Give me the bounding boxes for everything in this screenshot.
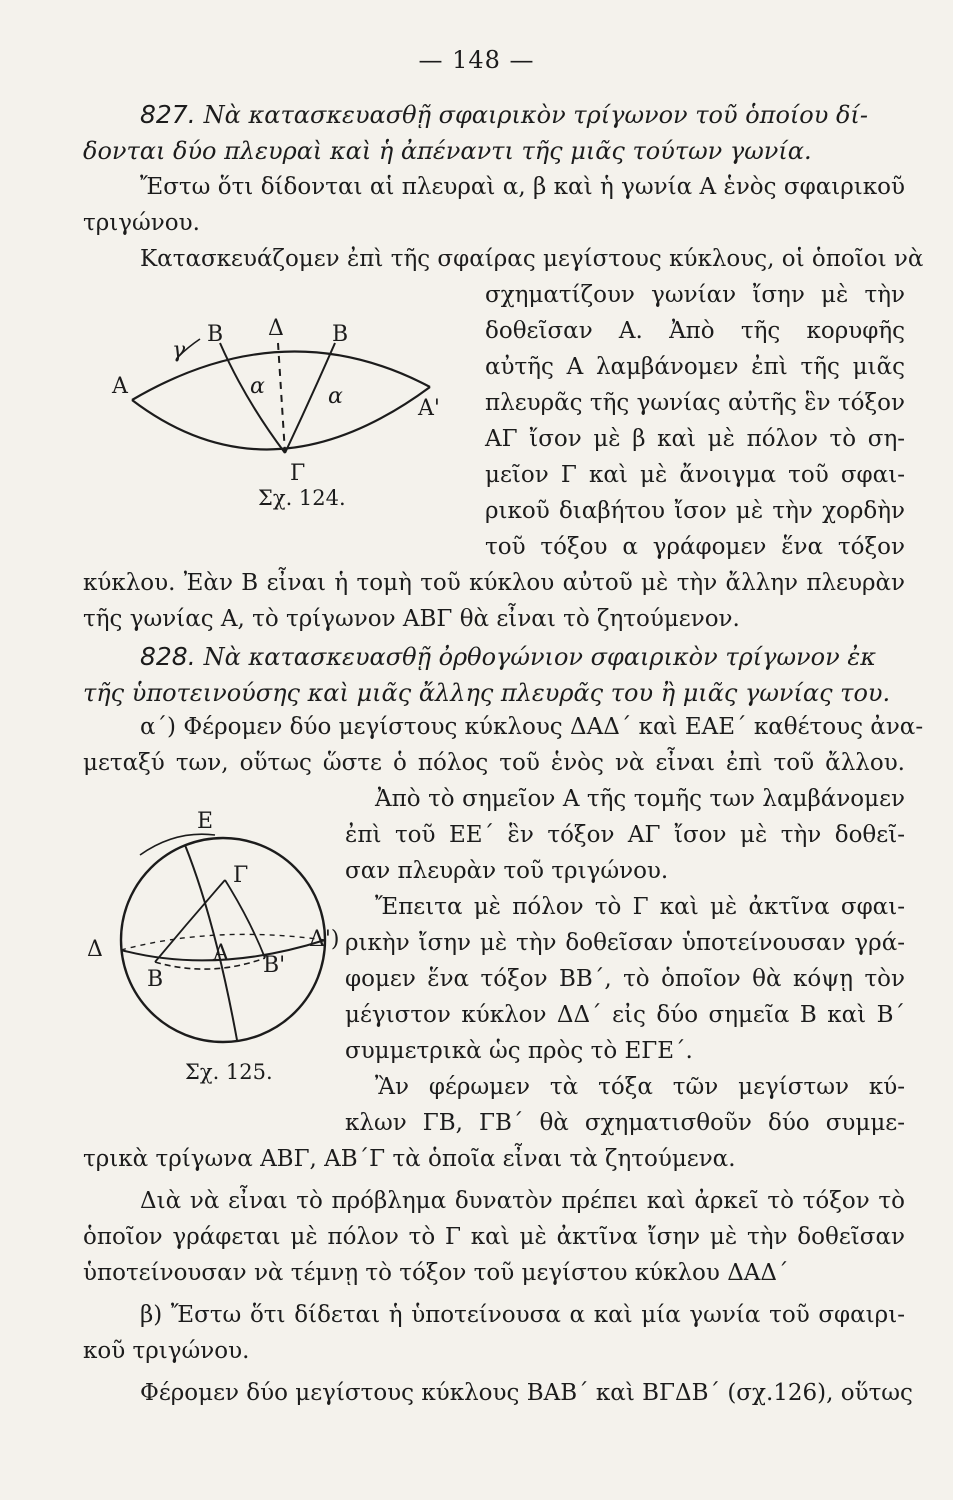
sphere-outline <box>121 838 325 1042</box>
body-827-line-6: αὐτῆς Α λαμβάνομεν ἐπὶ τῆς μιᾶς <box>485 354 905 380</box>
body-828-line-5: σαν πλευρὰν τοῦ τριγώνου. <box>345 858 669 884</box>
body-828-line-10: συμμετρικὰ ὡς πρὸς τὸ ΕΓΕ΄. <box>345 1038 693 1064</box>
body-828-line-14: Διὰ νὰ εἶναι τὸ πρόβλημα δυνατὸν πρέπει καὶ ἀρκεῖ τὸ τόξον τὸ <box>140 1188 905 1214</box>
fig125-label-D-prime: Δ') <box>309 927 340 952</box>
fig124-label-B-right: B <box>332 322 349 347</box>
body-827-line-1: Ἔστω ὅτι δίδονται αἱ πλευραὶ α, β καὶ ἡ γωνία Α ἑνὸς σφαιρικοῦ <box>140 174 905 200</box>
body-828-line-18: κοῦ τριγώνου. <box>83 1338 250 1364</box>
body-827-line-7: πλευρᾶς τῆς γωνίας αὐτῆς ἓν τόξον <box>485 390 905 416</box>
heading-828-text-1: Νὰ κατασκευασθῇ ὀρθογώνιον σφαιρικὸν τρίγωνον ἐκ <box>203 643 876 671</box>
body-828-line-19: Φέρομεν δύο μεγίστους κύκλους ΒΑΒ΄ καὶ ΒΓΔΒ΄ (σχ.126), οὕτως <box>140 1380 913 1406</box>
figure-124 <box>100 305 460 485</box>
heading-827-line-2: δονται δύο πλευραὶ καὶ ἡ ἀπέναντι τῆς μιᾶς τούτων γωνία. <box>83 137 812 165</box>
heading-828-line-2: τῆς ὑποτεινούσης καὶ μιᾶς ἄλλης πλευρᾶς του ἢ μιᾶς γωνίας του. <box>83 679 891 707</box>
fig124-label-B-left: B <box>207 322 224 347</box>
arc-GB-prime <box>225 880 265 958</box>
fig124-label-g: γ <box>172 338 186 363</box>
body-827-line-10: ρικοῦ διαβήτου ἴσον μὲ τὴν χορδὴν <box>485 498 905 524</box>
heading-827-line-1 <box>140 100 868 130</box>
fig125-label-B: B <box>147 967 164 992</box>
body-827-line-11: τοῦ τόξου α γράφομεν ἕνα τόξον <box>485 534 905 560</box>
altitude-dashed <box>278 343 285 453</box>
body-827-line-8: ΑΓ ἴσον μὲ β καὶ μὲ πόλον τὸ ση- <box>485 426 905 452</box>
problem-number-828: 828. <box>140 642 196 671</box>
figure-124-caption: Σχ. 124. <box>258 486 346 510</box>
body-828-line-9: μέγιστον κύκλον ΔΔ΄ εἰς δύο σημεῖα Β καὶ Β΄ <box>345 1002 905 1028</box>
body-827-line-9: μεῖον Γ καὶ μὲ ἄνοιγμα τοῦ σφαι- <box>485 462 905 488</box>
figure-125-caption: Σχ. 125. <box>185 1060 273 1084</box>
body-827-line-2: τριγώνου. <box>83 210 200 236</box>
fig124-label-D: Δ <box>268 316 284 341</box>
body-828-line-16: ὑποτείνουσαν νὰ τέμνῃ τὸ τόξον τοῦ μεγίστου κύκλου ΔΑΔ΄ <box>83 1260 789 1286</box>
fig124-label-G: Γ <box>290 461 306 486</box>
page-number: — 148 — <box>418 46 535 74</box>
body-827-line-3: Κατασκευάζομεν ἐπὶ τῆς σφαίρας μεγίστους κύκλους, οἱ ὁποῖοι νὰ <box>140 246 924 272</box>
fig125-label-E: E <box>197 809 214 834</box>
body-828-line-3: Ἀπὸ τὸ σημεῖον Α τῆς τομῆς των λαμβάνομεν <box>375 786 905 812</box>
body-827-line-5: δοθεῖσαν Α. Ἀπὸ τῆς κορυφῆς <box>485 318 905 344</box>
body-827-line-13: τῆς γωνίας Α, τὸ τρίγωνον ΑΒΓ θὰ εἶναι τὸ ζητούμενον. <box>83 606 740 632</box>
problem-number-827: 827. <box>140 100 196 129</box>
body-828-line-6: Ἔπειτα μὲ πόλον τὸ Γ καὶ μὲ ἀκτῖνα σφαι- <box>375 894 905 920</box>
fig125-label-D: Δ <box>87 937 103 962</box>
body-828-line-4: ἐπὶ τοῦ ΕΕ΄ ἓν τόξον ΑΓ ἴσον μὲ τὴν δοθεῖ- <box>345 822 905 848</box>
great-circle-EE <box>185 845 237 1040</box>
heading-828-line-1 <box>140 642 876 672</box>
body-828-line-15: ὁποῖον γράφεται μὲ πόλον τὸ Γ καὶ μὲ ἀκτῖνα ἴσην μὲ τὴν δοθεῖσαν <box>83 1224 905 1250</box>
body-828-line-12: κλων ΓΒ, ΓΒ΄ θὰ σχηματισθοῦν δύο συμμε- <box>345 1110 905 1136</box>
body-828-line-2: μεταξύ των, οὕτως ὥστε ὁ πόλος τοῦ ἑνὸς νὰ εἶναι ἐπὶ τοῦ ἄλλου. <box>83 750 905 776</box>
body-828-line-13: τρικὰ τρίγωνα ΑΒΓ, ΑΒ΄Γ τὰ ὁποῖα εἶναι τὰ ζητούμενα. <box>83 1146 736 1172</box>
heading-827-text-1: Νὰ κατασκευασθῇ σφαιρικὸν τρίγωνον τοῦ ὁποίου δί- <box>203 101 868 129</box>
body-827-line-4: σχηματίζουν γωνίαν ἴσην μὲ τὴν <box>485 282 905 308</box>
fig124-label-a-right: α <box>328 384 343 409</box>
fig125-label-A: A <box>213 941 229 966</box>
figure-125 <box>85 800 345 1050</box>
fig124-label-a-left: α <box>250 374 265 399</box>
fig124-label-A-prime: A' <box>418 396 440 421</box>
body-828-line-7: ρικὴν ἴσην μὲ τὴν δοθεῖσαν ὑποτείνουσαν γρά- <box>345 930 905 956</box>
fig124-label-A: A <box>112 374 128 399</box>
body-827-line-12: κύκλου. Ἐὰν Β εἶναι ἡ τομὴ τοῦ κύκλου αὐτοῦ μὲ τὴν ἄλλην πλευρὰν <box>83 570 905 596</box>
arc-top-small <box>140 834 215 855</box>
body-828-line-17: β) Ἔστω ὅτι δίδεται ἡ ὑποτείνουσα α καὶ μία γωνία τοῦ σφαιρι- <box>140 1302 905 1328</box>
body-828-line-1: α΄) Φέρομεν δύο μεγίστους κύκλους ΔΑΔ΄ καὶ ΕΑΕ΄ καθέτους ἀνα- <box>140 714 924 740</box>
fig125-label-G: Γ <box>233 863 249 888</box>
fig125-label-B-prime: B' <box>263 953 286 978</box>
body-828-line-8: φομεν ἕνα τόξον ΒΒ΄, τὸ ὁποῖον θὰ κόψῃ τὸν <box>345 966 905 992</box>
body-828-line-11: Ἂν φέρωμεν τὰ τόξα τῶν μεγίστων κύ- <box>375 1074 905 1100</box>
